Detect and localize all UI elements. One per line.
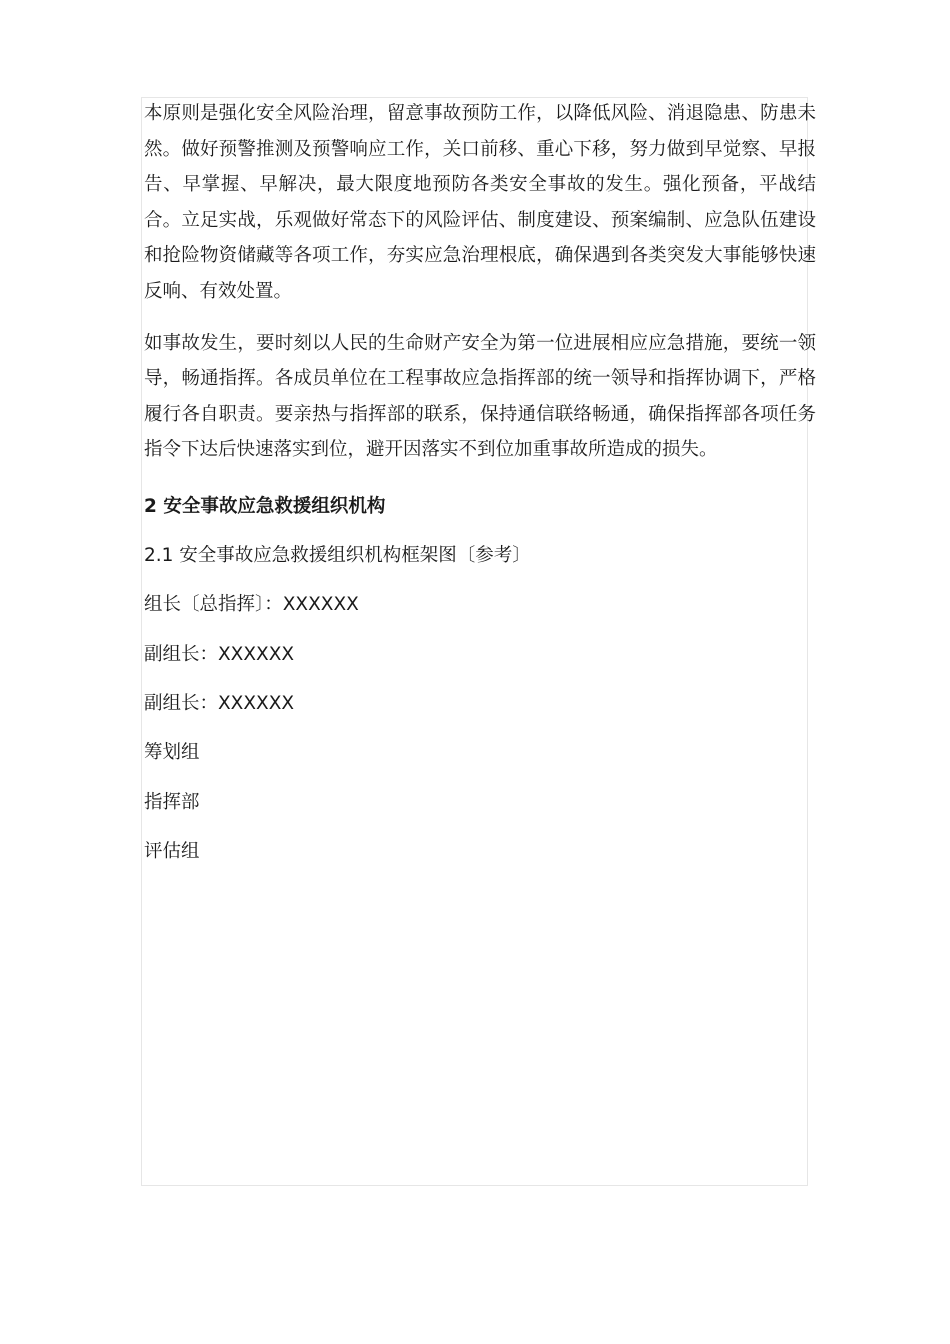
org-item-planning-group: 筹划组 [144,742,200,763]
paragraph-principles: 本原则是强化安全风险治理，留意事故预防工作，以降低风险、消退隐患、防患未然。做好预警推测及预警响应工作，关口前移、重心下移，努力做到早觉察、早报告、早掌握、早解决，最大限度地预防各类安全事故的发生。强化预备，平战结合。立足实战，乐观做好常态下的风险评估、制度建设、预案编制、应急队伍建设和抢险物资储藏等各项工作，夯实应急治理根底，确保遇到各类突发大事能够快速反响、有效处置。 [144,103,816,302]
paragraph-accident-response: 如事故发生，要时刻以人民的生命财产安全为第一位进展相应应急措施，要统一领导，畅通指挥。各成员单位在工程事故应急指挥部的统一领导和指挥协调下，严格履行各自职责。要亲热与指挥部的联系，保持通信联络畅通，确保指挥部各项任务指令下达后快速落实到位，避开因落实不到位加重事故所造成的损失。 [144,332,816,461]
org-item-command-center: 指挥部 [144,792,200,813]
org-item-group-leader: 组长〔总指挥〕：XXXXXX [144,594,359,615]
document-body [144,96,816,862]
org-item-deputy-leader-2: 副组长：XXXXXX [144,693,295,714]
subsection-heading: 2.1 安全事故应急救援组织机构框架图〔参考〕 [144,545,531,566]
org-item-deputy-leader-1: 副组长：XXXXXX [144,644,295,665]
section-heading: 2 安全事故应急救援组织机构 [144,496,386,517]
org-item-assessment-group: 评估组 [144,841,200,862]
